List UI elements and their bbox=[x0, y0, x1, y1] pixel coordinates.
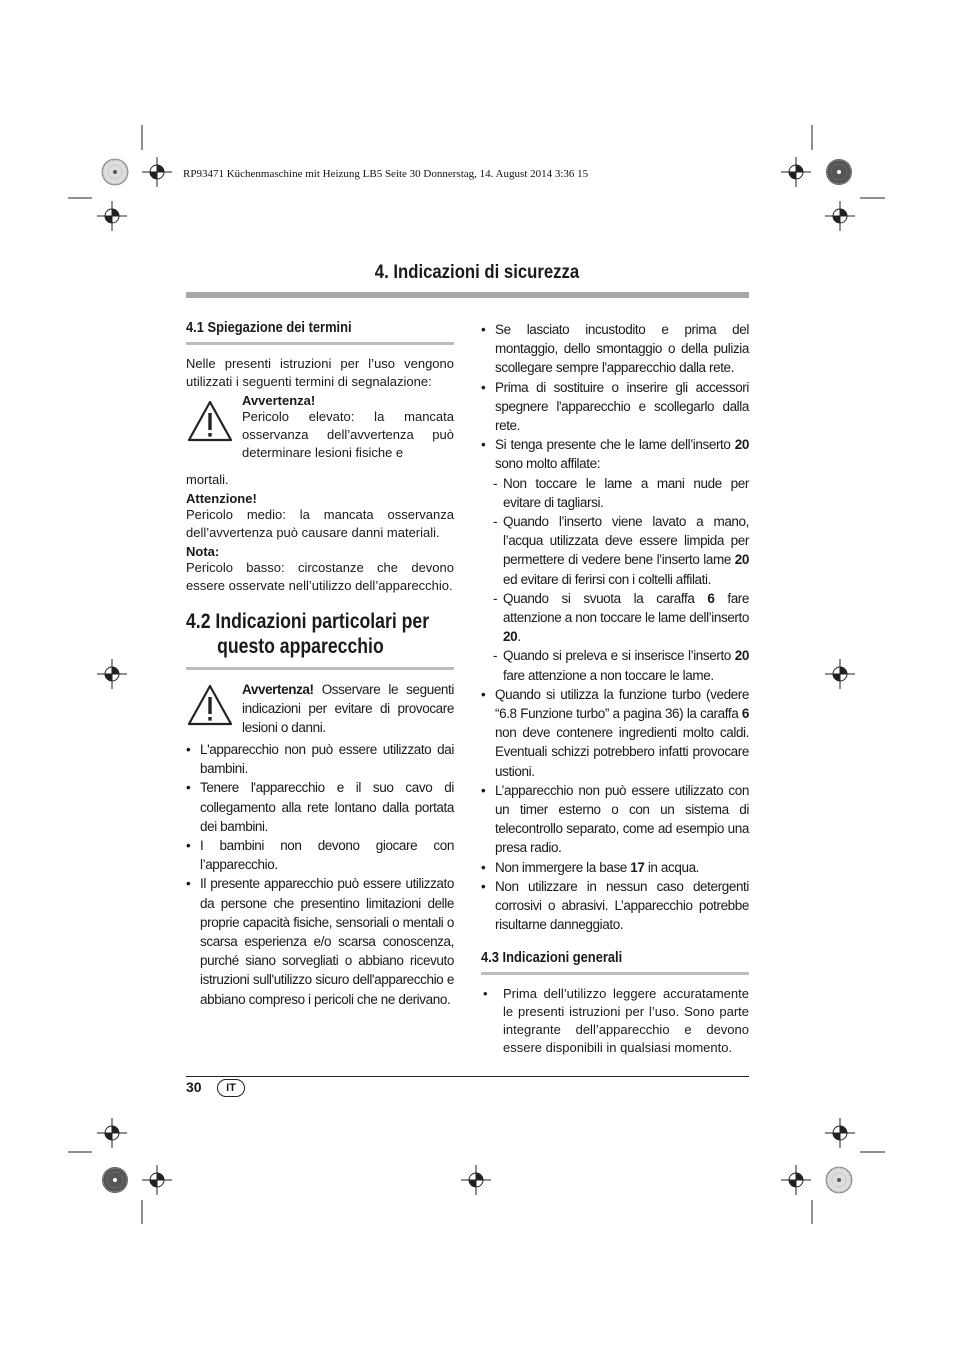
heading-4-2-line1: 4.2 Indicazioni particolari per bbox=[186, 610, 430, 633]
footer-rule bbox=[186, 1076, 749, 1077]
part-number: 6 bbox=[707, 590, 715, 606]
sub-item bbox=[481, 589, 749, 647]
list-item: • Prima di sostituire o inserire gli accessori spegnere l'apparecchio e scollegarlo dalla rete. bbox=[481, 378, 749, 436]
sub-item bbox=[481, 512, 749, 589]
list-item: • L’apparecchio non può essere utilizzato con un timer esterno o con un sistema di telecontrollo separato, come ad esempio una presa radio. bbox=[481, 781, 749, 858]
print-header: RP93471 Küchenmaschine mit Heizung LB5 Seite 30 Donnerstag, 14. August 2014 3:36 15 bbox=[183, 168, 589, 180]
part-number: 17 bbox=[630, 859, 645, 875]
heading-rule bbox=[481, 972, 749, 975]
list-item: • I bambini non devono giocare con l’apparecchio. bbox=[186, 836, 454, 874]
intro-text: Nelle presenti istruzioni per l’uso vengono utilizzati i seguenti termini di segnalazione: bbox=[186, 356, 454, 389]
sub-item: - Non toccare le lame a mani nude per evitare di tagliarsi. bbox=[481, 474, 749, 512]
text-span: Quando l’inserto viene lavato a mano, l’acqua utilizzata deve essere limpida per permettere di vedere bene l’inserto lame bbox=[503, 514, 749, 568]
text-span: Prima dell’utilizzo leggere accuratamente le presenti istruzioni per l’uso. Sono parte integrante dell’apparecchio e devono essere disponibili in qualsiasi momento. bbox=[503, 985, 749, 1055]
text-span: ed evitare di ferirsi con i coltelli affilati. bbox=[503, 571, 711, 587]
page-number: 30 bbox=[186, 1079, 202, 1095]
part-number: 20 bbox=[734, 648, 749, 664]
language-badge: IT bbox=[217, 1079, 245, 1097]
text-span: in acqua. bbox=[644, 859, 700, 875]
title-bar bbox=[186, 292, 749, 298]
part-number: 6 bbox=[741, 706, 749, 722]
text-span: fare attenzione a non toccare le lame. bbox=[503, 667, 714, 683]
list-item bbox=[481, 985, 749, 1057]
warning-text-end: mortali. bbox=[186, 472, 229, 487]
bullet-mark: • bbox=[483, 985, 488, 1001]
text-span: Si tenga presente che le lame dell’inserto bbox=[495, 437, 735, 453]
warning-label: Avvertenza! bbox=[242, 393, 316, 408]
part-number: 20 bbox=[734, 437, 749, 453]
list-item: • Il presente apparecchio può essere utilizzato da persone che presentino limitazioni delle proprie capacità fisiche, sensoriali o mentali o scarsa esperienza e/o scarsa conoscenza, purché siano sorvegliati o abbiano ricevuto istruzioni sull'utilizzo sicuro dell'apparecchio e abbiano compreso i pericoli che ne derivano. bbox=[186, 874, 454, 1008]
text-span: fare attenzione a non toccare le lame dell’inserto bbox=[503, 590, 750, 626]
warning-text: Pericolo elevato: la mancata osservanza dell’avvertenza può determinare lesioni fisiche e bbox=[242, 409, 454, 460]
warning-label-2: Avvertenza! bbox=[242, 682, 314, 697]
attention-label: Attenzione! bbox=[186, 491, 257, 506]
heading-4-3: 4.3 Indicazioni generali bbox=[481, 948, 623, 966]
note-label: Nota: bbox=[186, 544, 220, 559]
heading-rule bbox=[186, 342, 454, 345]
heading-4-2 bbox=[186, 609, 454, 659]
list-item: • Tenere l'apparecchio e il suo cavo di collegamento alla rete lontano dalla portata dei bambini. bbox=[186, 778, 454, 836]
heading-4-2-line2: questo apparecchio bbox=[217, 635, 384, 658]
warning-block-2 bbox=[186, 680, 454, 740]
text-span: Quando si utilizza la funzione turbo (vedere “6.8 Funzione turbo” a pagina 36) la caraffa bbox=[495, 686, 749, 722]
text-span: Quando si svuota la caraffa bbox=[503, 590, 708, 606]
left-column bbox=[186, 319, 454, 1009]
part-number: 20 bbox=[503, 629, 518, 645]
list-item bbox=[481, 435, 749, 473]
list-item bbox=[481, 858, 749, 877]
section-title: 4. Indicazioni di sicurezza bbox=[374, 262, 580, 283]
list-item: • L'apparecchio non può essere utilizzato dai bambini. bbox=[186, 740, 454, 778]
heading-rule bbox=[186, 667, 454, 670]
attention-text: Pericolo medio: la mancata osservanza dell’avvertenza può causare danni materiali. bbox=[186, 507, 454, 540]
list-item: • Non utilizzare in nessun caso detergenti corrosivi o abrasivi. L’apparecchio potrebbe risultarne danneggiato. bbox=[481, 877, 749, 935]
list-item bbox=[481, 685, 749, 781]
right-column bbox=[481, 320, 749, 1057]
list-item: • Se lasciato incustodito e prima del montaggio, dello smontaggio o della pulizia scollegare sempre l'apparecchio dalla rete. bbox=[481, 320, 749, 378]
warning-block bbox=[186, 393, 454, 471]
note-text: Pericolo basso: circostanze che devono essere osservate nell’utilizzo dell’apparecchio. bbox=[186, 560, 454, 593]
heading-4-1: 4.1 Spiegazione dei termini bbox=[186, 319, 352, 336]
text-span: non deve contenere ingredienti molto caldi. Eventuali schizzi potrebbero infatti provocare ustioni. bbox=[495, 725, 749, 779]
sub-item bbox=[481, 646, 749, 684]
text-span: Quando si preleva e si inserisce l’inserto bbox=[503, 648, 735, 664]
part-number: 20 bbox=[734, 552, 749, 568]
text-span: sono molto affilate: bbox=[495, 456, 601, 472]
warning-text-2: Osservare le seguenti indicazioni per evitare di provocare lesioni o danni. bbox=[242, 682, 454, 736]
text-span: . bbox=[517, 629, 521, 645]
warning-triangle-icon bbox=[186, 683, 234, 727]
warning-triangle-icon bbox=[186, 399, 234, 443]
text-span: Non immergere la base bbox=[495, 859, 631, 875]
